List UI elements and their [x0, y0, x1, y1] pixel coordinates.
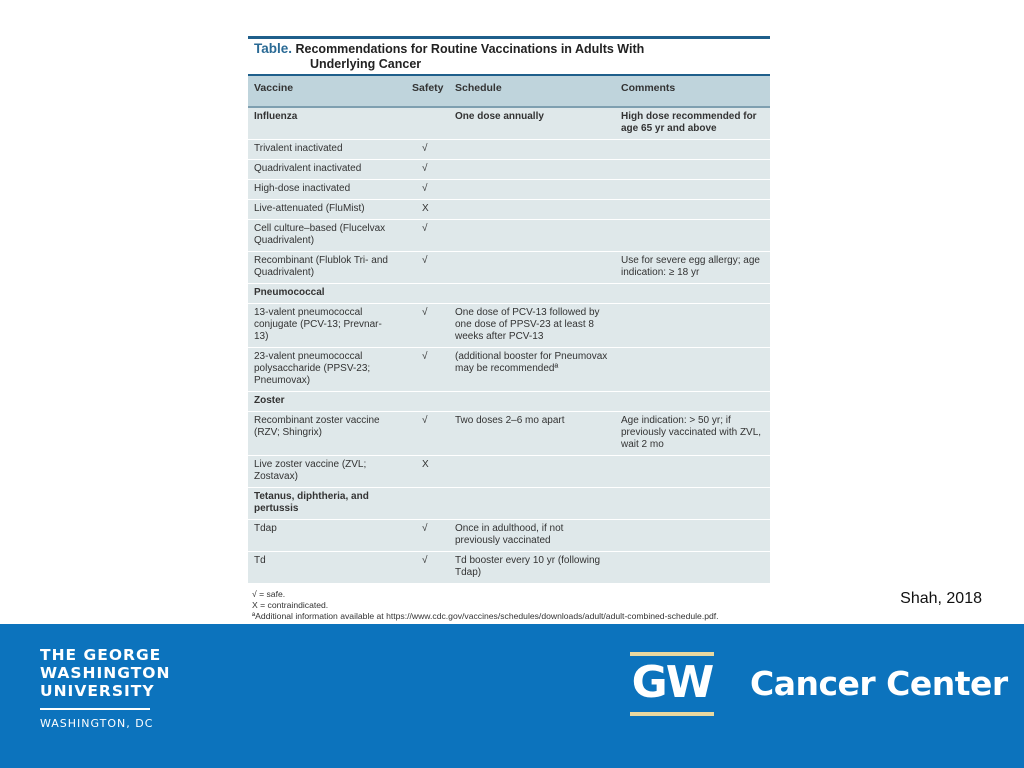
university-line-1: THE GEORGE: [40, 646, 162, 664]
citation: Shah, 2018: [900, 590, 982, 607]
cell-schedule: [449, 220, 615, 251]
header-safety: Safety: [412, 82, 444, 94]
table-row: [248, 140, 770, 160]
cell-safety: [402, 392, 449, 411]
cell-safety: X: [422, 459, 429, 470]
table-row: [248, 412, 770, 456]
cell-vaccine: Trivalent inactivated: [254, 143, 343, 154]
table-section-row: [248, 284, 770, 304]
cell-vaccine: Zoster: [254, 395, 285, 406]
cell-schedule: [449, 456, 615, 487]
cell-safety: √: [422, 555, 428, 566]
cell-vaccine: Pneumococcal: [254, 287, 325, 298]
gw-logo-bottom-bar: [630, 712, 714, 716]
university-wordmark: [40, 646, 170, 730]
cell-schedule: [449, 160, 615, 179]
cell-schedule: Two doses 2–6 mo apart: [455, 415, 565, 426]
note-safe: √ = safe.: [252, 589, 286, 599]
cell-schedule: Once in adulthood, if not previously vaccinated: [455, 523, 564, 546]
table-row: [248, 200, 770, 220]
cell-safety: √: [422, 143, 428, 154]
cell-safety: √: [422, 523, 428, 534]
cell-vaccine: Tdap: [254, 523, 277, 534]
cell-schedule: [449, 488, 615, 519]
table-row: [248, 552, 770, 584]
cell-vaccine: Recombinant (Flublok Tri- and Quadrivalent): [254, 255, 388, 278]
table-section-row: [248, 392, 770, 412]
table-row: [248, 160, 770, 180]
gw-logo: [630, 652, 714, 716]
cell-vaccine: Cell culture–based (Flucelvax Quadrivalent): [254, 223, 386, 246]
note-additional-info: ªAdditional information available at https://www.cdc.gov/vaccines/schedules/downloads/adult/adult-combined-schedule.pdf.: [252, 611, 719, 621]
table-title-line1: Recommendations for Routine Vaccinations in Adults With: [295, 42, 645, 56]
cell-comments: Use for severe egg allergy; age indication: ≥ 18 yr: [621, 255, 760, 278]
cell-safety: X: [422, 203, 429, 214]
header-vaccine: Vaccine: [254, 82, 294, 94]
table-section-row: [248, 488, 770, 520]
cell-comments: Age indication: > 50 yr; if previously vaccinated with ZVL, wait 2 mo: [621, 415, 762, 450]
table-label: Table.: [254, 41, 293, 56]
cell-safety: [402, 284, 449, 303]
table-row: [248, 456, 770, 488]
cell-comments: [615, 304, 770, 347]
cell-schedule: [449, 252, 615, 283]
table-section-row: [248, 108, 770, 140]
university-line-3: UNIVERSITY: [40, 682, 155, 700]
cell-vaccine: Td: [254, 555, 266, 566]
cell-comments: [615, 488, 770, 519]
cell-comments: [615, 520, 770, 551]
cell-schedule: (additional booster for Pneumovax may be recommendedª: [455, 351, 608, 374]
cell-safety: √: [422, 255, 428, 266]
table-row: [248, 220, 770, 252]
cell-vaccine: Live-attenuated (FluMist): [254, 203, 365, 214]
cancer-center-name: Cancer Center: [750, 664, 1008, 703]
table-row: [248, 348, 770, 392]
university-city: WASHINGTON, DC: [40, 716, 154, 730]
wordmark-divider: [40, 708, 150, 710]
table-header-row: [248, 76, 770, 108]
cell-comments: [615, 348, 770, 391]
cell-vaccine: High-dose inactivated: [254, 183, 351, 194]
cell-safety: √: [422, 163, 428, 174]
cell-safety: √: [422, 223, 428, 234]
gw-logo-top-bar: [630, 652, 714, 656]
cell-schedule: One dose annually: [455, 111, 544, 122]
table-row: [248, 304, 770, 348]
cell-safety: √: [422, 183, 428, 194]
cell-comments: [615, 552, 770, 583]
cell-schedule: Td booster every 10 yr (following Tdap): [455, 555, 601, 578]
cell-safety: [402, 108, 449, 139]
cell-comments: [615, 160, 770, 179]
cell-safety: √: [422, 307, 428, 318]
cell-comments: [615, 200, 770, 219]
cell-comments: [615, 284, 770, 303]
cell-schedule: One dose of PCV-13 followed by one dose of PPSV-23 at least 8 weeks after PCV-13: [455, 307, 600, 342]
header-schedule: Schedule: [455, 82, 502, 94]
cell-schedule: [449, 392, 615, 411]
cell-comments: [615, 180, 770, 199]
cell-schedule: [449, 284, 615, 303]
cell-vaccine: 13-valent pneumococcal conjugate (PCV-13; Prevnar-13): [254, 307, 382, 342]
cell-schedule: [449, 140, 615, 159]
cell-comments: [615, 140, 770, 159]
header-comments: Comments: [621, 82, 676, 94]
cell-safety: √: [422, 351, 428, 362]
cell-schedule: [449, 180, 615, 199]
university-line-2: WASHINGTON: [40, 664, 171, 682]
vaccination-table-figure: [248, 36, 770, 622]
cell-comments: [615, 220, 770, 251]
cell-safety: [402, 488, 449, 519]
cell-vaccine: Tetanus, diphtheria, and pertussis: [254, 491, 369, 514]
table-notes: [248, 584, 770, 622]
cell-safety: √: [422, 415, 428, 426]
table-body: [248, 108, 770, 584]
cell-vaccine: 23-valent pneumococcal polysaccharide (PPSV-23; Pneumovax): [254, 351, 371, 386]
vaccination-table: [248, 74, 770, 584]
cell-schedule: [449, 200, 615, 219]
table-row: [248, 180, 770, 200]
cell-comments: High dose recommended for age 65 yr and above: [621, 111, 757, 134]
cell-comments: [615, 456, 770, 487]
table-row: [248, 520, 770, 552]
cell-vaccine: Recombinant zoster vaccine (RZV; Shingrix): [254, 415, 380, 438]
cell-vaccine: Live zoster vaccine (ZVL; Zostavax): [254, 459, 367, 482]
table-title: [248, 39, 770, 74]
cell-comments: [615, 392, 770, 411]
cell-vaccine: Quadrivalent inactivated: [254, 163, 362, 174]
note-contraindicated: X = contraindicated.: [252, 600, 329, 610]
table-title-line2: Underlying Cancer: [310, 57, 422, 71]
table-row: [248, 252, 770, 284]
cell-vaccine: Influenza: [254, 111, 298, 122]
footer-banner: [0, 624, 1024, 768]
gw-logo-letters: GW: [631, 657, 713, 708]
